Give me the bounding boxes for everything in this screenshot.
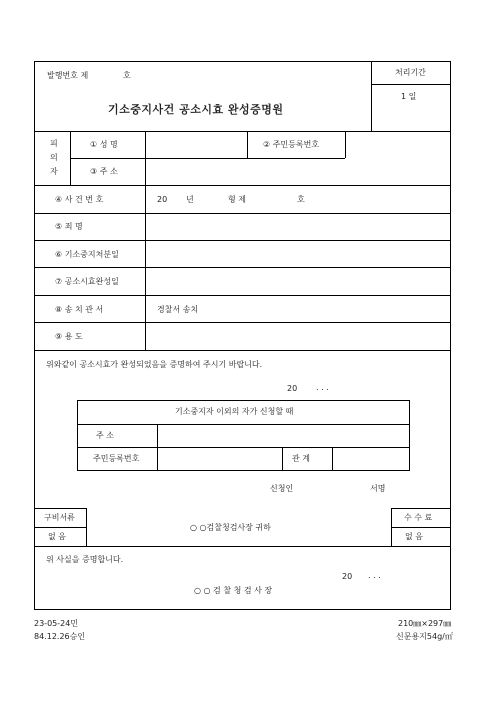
submission-top-line-right bbox=[391, 508, 451, 509]
processing-period-value: 1 일 bbox=[401, 92, 417, 101]
suspension-date-label: ⑥ 기소중지처분일 bbox=[55, 250, 119, 259]
proxy-address-label: 주 소 bbox=[96, 431, 114, 440]
applicant-label: 신청인 bbox=[270, 484, 294, 493]
address-field[interactable] bbox=[146, 159, 450, 184]
paper-type: 신문용지54g/㎡ bbox=[396, 632, 453, 641]
required-docs-value: 없 음 bbox=[48, 532, 66, 541]
fee-label: 수 수 료 bbox=[404, 513, 433, 522]
name-label: ① 성 명 bbox=[90, 140, 118, 149]
processing-period-label: 처리기간 bbox=[395, 68, 426, 77]
row-line-limitation bbox=[34, 295, 451, 296]
fee-value: 없 음 bbox=[405, 532, 423, 541]
header-divider bbox=[371, 61, 372, 131]
proxy-table-title: 기소중지자 이외의 자가 신청할 때 bbox=[175, 407, 294, 416]
signature-label: 서명 bbox=[370, 484, 386, 493]
submission-top-line bbox=[34, 508, 86, 509]
suspect-side-divider bbox=[70, 131, 71, 185]
request-statement: 위와같이 공소시효가 완성되었음을 증명하여 주시기 바랍니다. bbox=[46, 360, 263, 369]
row-line-purpose bbox=[34, 350, 451, 351]
addressee: ○ ○검찰청검사장 귀하 bbox=[190, 523, 271, 532]
processing-divider bbox=[371, 84, 451, 85]
charge-label: ⑤ 죄 명 bbox=[55, 222, 83, 231]
agency-label: ⑧ 송 치 관 서 bbox=[55, 305, 104, 314]
proxy-relation-left bbox=[282, 447, 283, 471]
proxy-relation-field[interactable] bbox=[333, 448, 409, 470]
limitation-date-field[interactable] bbox=[146, 268, 450, 294]
suspect-side-label-3: 자 bbox=[50, 167, 58, 176]
resident-number-label: ② 주민등록번호 bbox=[263, 140, 320, 149]
resident-label-left bbox=[247, 131, 248, 158]
proxy-address-field[interactable] bbox=[158, 425, 409, 446]
required-docs-divider bbox=[86, 508, 87, 546]
address-label: ③ 주 소 bbox=[90, 167, 118, 176]
suspect-side-label-1: 피 bbox=[50, 139, 58, 148]
case-number-suffix: 호 bbox=[297, 195, 305, 204]
submission-mid-line-right bbox=[391, 527, 451, 528]
agency-value: 경찰서 송치 bbox=[157, 305, 199, 314]
proxy-resident-number-label: 주민등록번호 bbox=[93, 454, 140, 463]
purpose-field[interactable] bbox=[146, 323, 450, 349]
certification-date-year: 20 bbox=[342, 572, 353, 581]
request-date-dots: . . . bbox=[316, 383, 329, 392]
fee-divider bbox=[391, 508, 392, 546]
suspect-side-label-2: 의 bbox=[50, 153, 58, 162]
certification-date-dots: . . . bbox=[368, 571, 381, 580]
page-title: 기소중지사건 공소시효 완성증명원 bbox=[108, 103, 284, 116]
purpose-label: ⑨ 용 도 bbox=[55, 332, 83, 341]
case-number-label: ④ 사 건 번 호 bbox=[55, 195, 104, 204]
issue-number-suffix: 호 bbox=[123, 71, 131, 80]
certification-statement: 위 사실을 증명합니다. bbox=[46, 555, 124, 564]
limitation-date-label: ⑦ 공소시효완성일 bbox=[55, 277, 119, 286]
proxy-resident-number-field[interactable] bbox=[158, 448, 281, 470]
proxy-relation-label: 관 계 bbox=[292, 454, 310, 463]
submission-bottom-line bbox=[34, 546, 451, 547]
form-code: 23-05-24민 bbox=[34, 619, 79, 628]
request-date-year: 20 bbox=[287, 384, 298, 393]
case-number-year: 20 bbox=[157, 195, 168, 204]
approval-date: 84.12.26승인 bbox=[34, 632, 86, 641]
name-field[interactable] bbox=[146, 132, 246, 157]
required-docs-label: 구비서류 bbox=[44, 513, 75, 522]
suspension-date-field[interactable] bbox=[146, 241, 450, 266]
case-number-type: 형 제 bbox=[228, 195, 246, 204]
charge-field[interactable] bbox=[146, 214, 450, 239]
certification-issuer: ○ ○ 검 찰 청 검 사 장 bbox=[194, 586, 273, 595]
issue-number-label: 발행번호 제 bbox=[47, 71, 89, 80]
submission-mid-line-left bbox=[34, 527, 86, 528]
case-number-year-unit: 년 bbox=[186, 195, 194, 204]
resident-number-field[interactable] bbox=[346, 132, 450, 157]
paper-size: 210㎜×297㎜ bbox=[398, 619, 452, 628]
case-number-field[interactable] bbox=[146, 186, 450, 212]
